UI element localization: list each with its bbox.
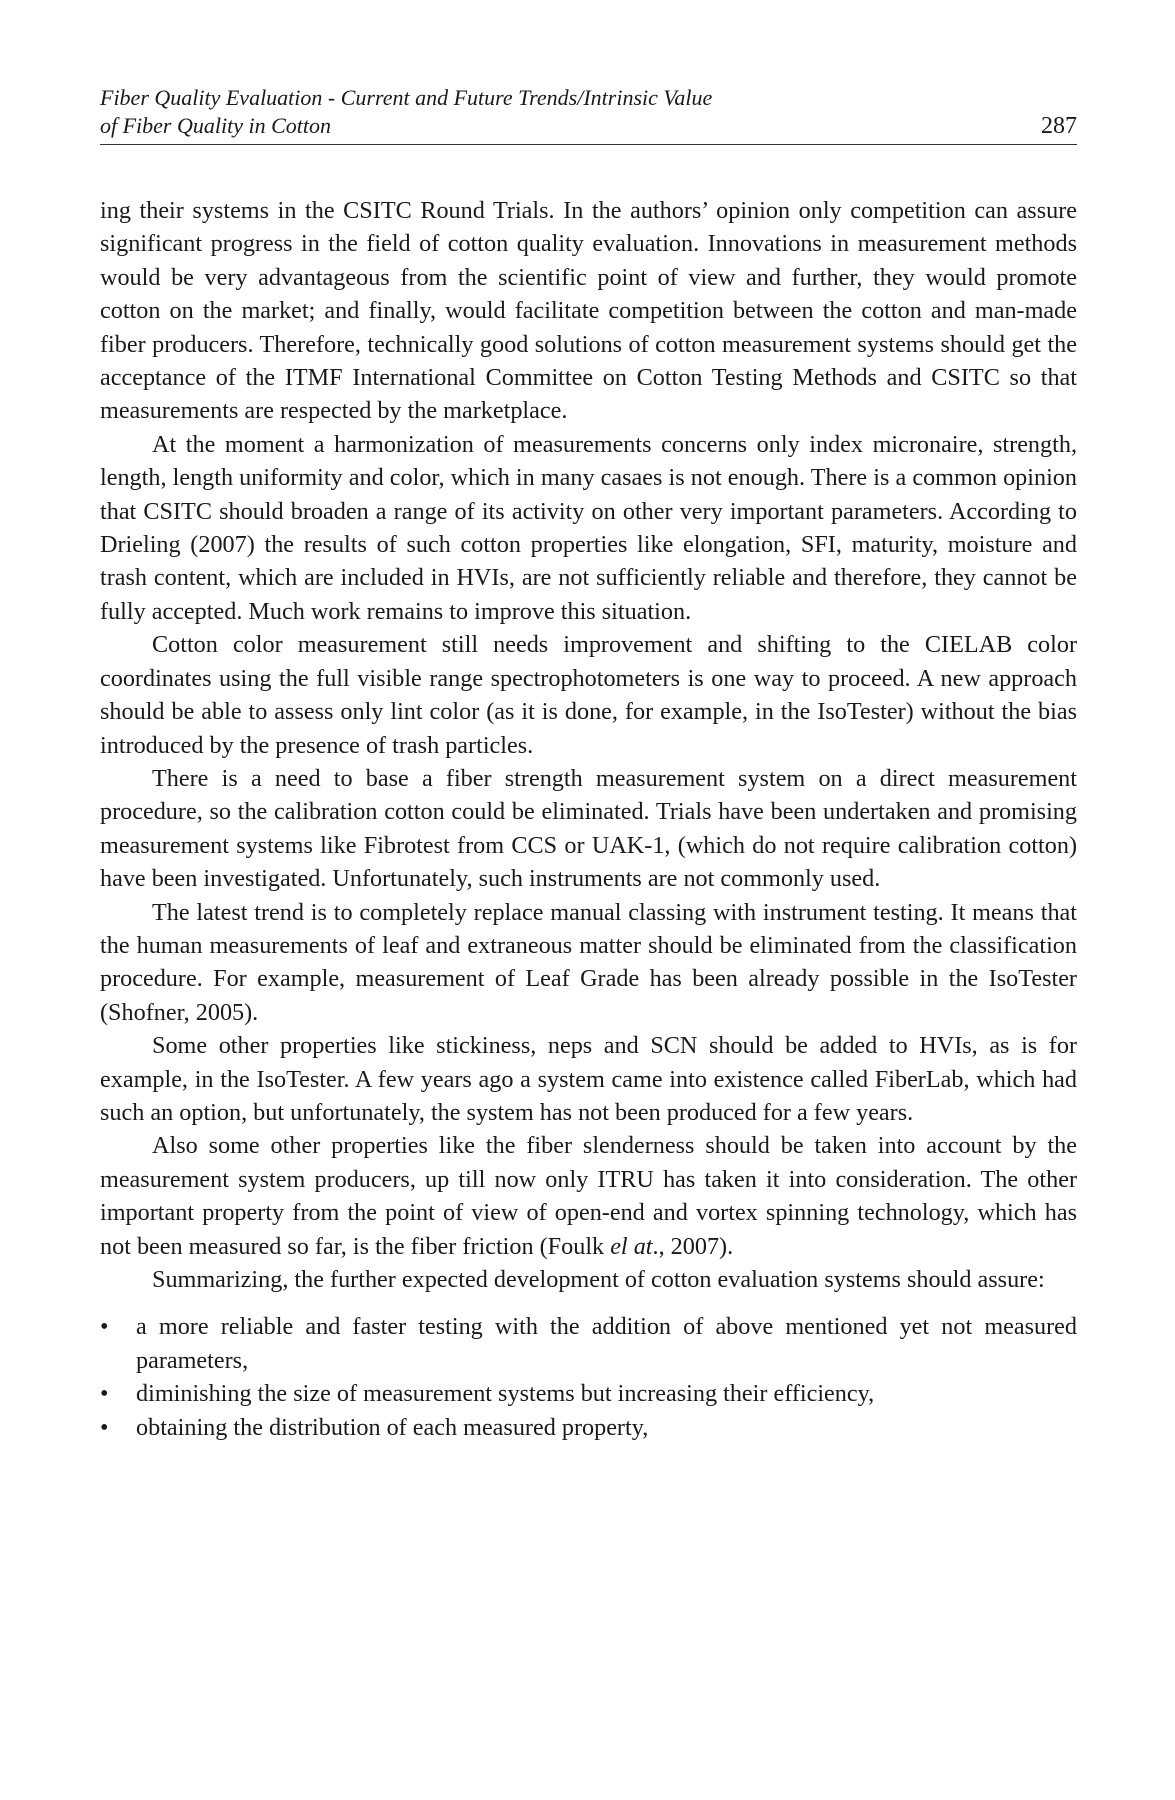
bullet-icon: • [100,1380,109,1408]
page-number: 287 [1041,113,1077,139]
paragraph-6: Some other properties like stickiness, neps and SCN should be added to HVIs, as is for example, in the IsoTester. A few years ago a system came into existence called FiberLab, which had such an option, but unfortunately, the system has not been produced for a few years. [100,1032,1077,1126]
bullet-text: diminishing the size of measurement systems but increasing their efficiency, [136,1380,875,1408]
bullet-icon: • [100,1413,109,1441]
header-title-line1: Fiber Quality Evaluation - Current and Future Trends/Intrinsic Value [100,85,713,110]
bullet-icon: • [100,1313,109,1341]
paragraph-7-text: Also some other properties like the fiber slenderness should be taken into account by the measurement system producers, up till now only ITRU has taken it into consideration. The other important property from the point of view of open-end and vortex spinning technology, which has not been measured so far, is the fiber friction (Foulk [100,1132,1077,1260]
paragraph-5: The latest trend is to completely replace manual classing with instrument testing. It means that the human measurements of leaf and extraneous matter should be eliminated from the classification procedure. For example, measurement of Leaf Grade has been already possible in the IsoTester (Shofner, 2005). [100,898,1077,1026]
paragraph-7 [100,1129,1077,1263]
paragraph-2: At the moment a harmonization of measurements concerns only index micronaire, strength, length, length uniformity and color, which in many casaes is not enough. There is a common opinion that CSITC should broaden a range of its activity on other very important parameters. According to Drieling (2007) the results of such cotton properties like elongation, SFI, maturity, moisture and trash content, which are included in HVIs, are not sufficiently reliable and therefore, they cannot be fully accepted. Much work remains to improve this situation. [100,430,1077,625]
list-item [100,1411,1077,1444]
list-item [100,1310,1077,1377]
running-header-title [100,84,860,140]
citation-rest: ., 2007). [652,1232,734,1260]
running-header [100,84,1077,145]
bullet-text: a more reliable and faster testing with the addition of above mentioned yet not measured parameters, [136,1313,1077,1374]
paragraph-4: There is a need to base a fiber strength measurement system on a direct measurement procedure, so the calibration cotton could be eliminated. Trials have been undertaken and promising measurement systems like Fibrotest from CCS or UAK-1, (which do not require calibration cotton) have been investigated. Unfortunately, such instruments are not commonly used. [100,764,1077,893]
list-item [100,1377,1077,1410]
citation-italic: el at [610,1232,653,1260]
bullet-list [100,1310,1077,1444]
body-text [100,194,1077,1444]
paragraph-3: Cotton color measurement still needs improvement and shifting to the CIELAB color coordinates using the full visible range spectrophotometers is one way to proceed. A new approach should be able to assess only lint color (as it is done, for example, in the IsoTester) without the bias introduced by the presence of trash particles. [100,631,1077,759]
paragraph-1: ing their systems in the CSITC Round Trials. In the authors’ opinion only competition can assure significant progress in the field of cotton quality evaluation. Innovations in measurement methods would be very advantageous from the scientific point of view and further, they would promote cotton on the market; and finally, would facilitate competition between the cotton and man-made fiber producers. Therefore, technically good solutions of cotton measurement systems should get the acceptance of the ITMF International Committee on Cotton Testing Methods and CSITC so that measurements are respected by the marketplace. [100,197,1077,425]
bullet-text: obtaining the distribution of each measured property, [136,1413,649,1441]
paragraph-8: Summarizing, the further expected development of cotton evaluation systems should assure: [152,1266,1045,1293]
header-title-line2: of Fiber Quality in Cotton [100,113,331,138]
